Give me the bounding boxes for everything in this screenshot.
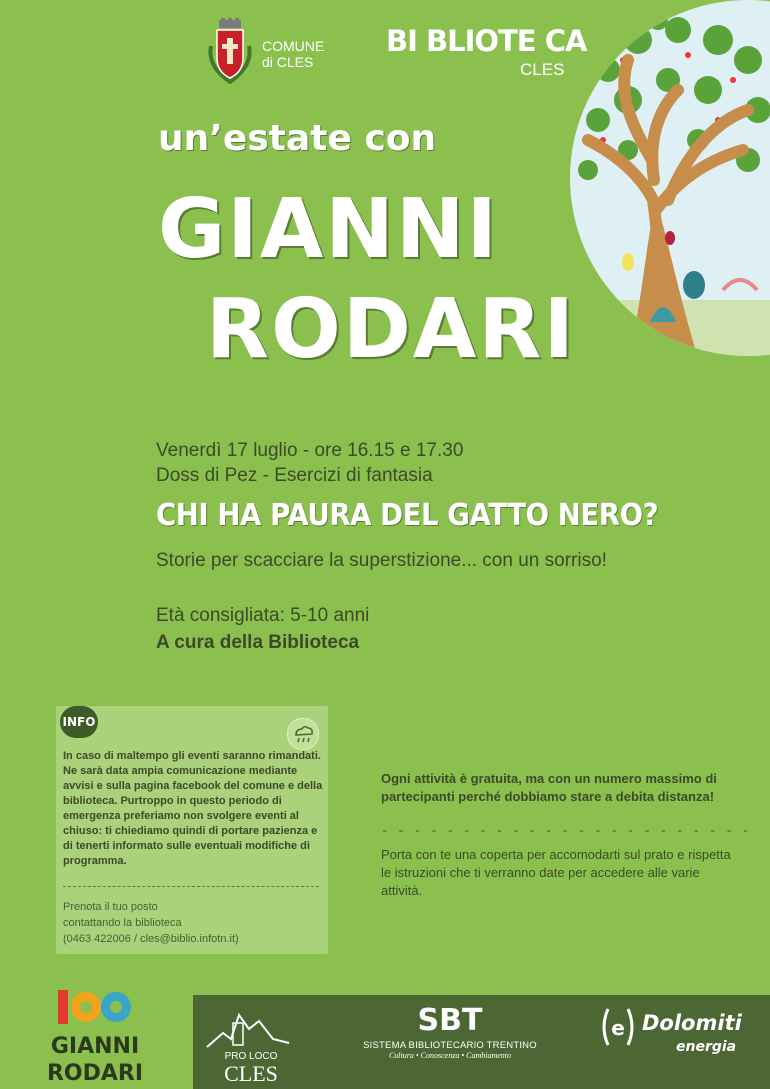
comune-logo-text [262, 38, 324, 70]
biblioteca-logo: BI BLIOTE CA [386, 24, 587, 58]
sbt-mark: SBT [417, 1003, 483, 1038]
event-place: Doss di Pez - Esercizi di fantasia [156, 465, 433, 486]
gianni-rodari-100-logo [40, 988, 150, 1088]
event-description: Storie per scacciare la superstizione... con un sorriso! [156, 550, 607, 571]
booking-line2: contattando la biblioteca [63, 917, 182, 929]
event-date: Venerdì 17 luglio - ore 16.15 e 17.30 [156, 440, 464, 461]
comune-line1: COMUNE [262, 38, 325, 54]
pro-loco-cles-logo [203, 1003, 295, 1085]
subtitle: un’estate con [158, 118, 437, 159]
booking-info [63, 899, 323, 947]
dolomiti-sub: energia [676, 1039, 737, 1055]
booking-line1: Prenota il tuo posto [63, 901, 158, 913]
biblioteca-logo-sub: CLES [520, 60, 565, 79]
booking-contact[interactable]: (0463 422006 / cles@biblio.infotn.it) [63, 933, 239, 945]
sbt-name: SISTEMA BIBLIOTECARIO TRENTINO [363, 1040, 537, 1051]
free-activity-note: Ogni attività è gratuita, ma con un numero massimo di partecipanti perché dobbiamo stare a debita distanza! [381, 771, 717, 804]
rain-cloud-icon [287, 718, 319, 750]
dolomiti-name: Dolomiti [642, 1011, 742, 1035]
event-details [156, 438, 756, 488]
comune-crest-logo [205, 18, 255, 84]
event-age: Età consigliata: 5-10 anni [156, 605, 370, 626]
blanket-note: Porta con te una coperta per accomodarti sul prato e rispetta le istruzioni che ti verranno date per accedere alle varie attività. [381, 847, 731, 898]
sbt-tagline: Cultura • Conoscenza • Cambiamento [388, 1051, 512, 1060]
comune-line2: di CLES [262, 54, 314, 70]
dolomiti-energia-logo [598, 1003, 758, 1063]
sbt-logo [360, 1002, 540, 1072]
logo100-line1: GIANNI [50, 1034, 140, 1059]
info-text: In caso di maltempo gli eventi saranno rimandati. Ne sarà data ampia comunicazione mediante avvisi e sulla pagina facebook del comune e della biblioteca. Purtroppo in questo periodo di emergenza preferiamo non svolgere eventi al chiuso: ti chiediamo quindi di portare pazienza e di tenerti informato sulle eventuali modifiche di programma. [63, 750, 323, 867]
title-line1: GIANNI [158, 182, 500, 277]
svg-text:e: e [611, 1016, 625, 1040]
dolomiti-e-mark-icon [598, 1005, 638, 1049]
event-title: CHI HA PAURA DEL GATTO NERO? [156, 498, 659, 533]
tree-illustration [568, 0, 770, 358]
title-line2: RODARI [206, 282, 577, 377]
proloco-line2: CLES [224, 1061, 278, 1085]
proloco-line1: PRO LOCO [224, 1051, 278, 1062]
event-curator: A cura della Biblioteca [156, 632, 360, 653]
info-badge: INFO [60, 706, 98, 738]
notes-separator: - - - - - - - - - - - - - - - - - - - - - - - [381, 824, 751, 838]
info-separator [63, 886, 319, 887]
logo100-line2: RODARI [46, 1061, 144, 1086]
